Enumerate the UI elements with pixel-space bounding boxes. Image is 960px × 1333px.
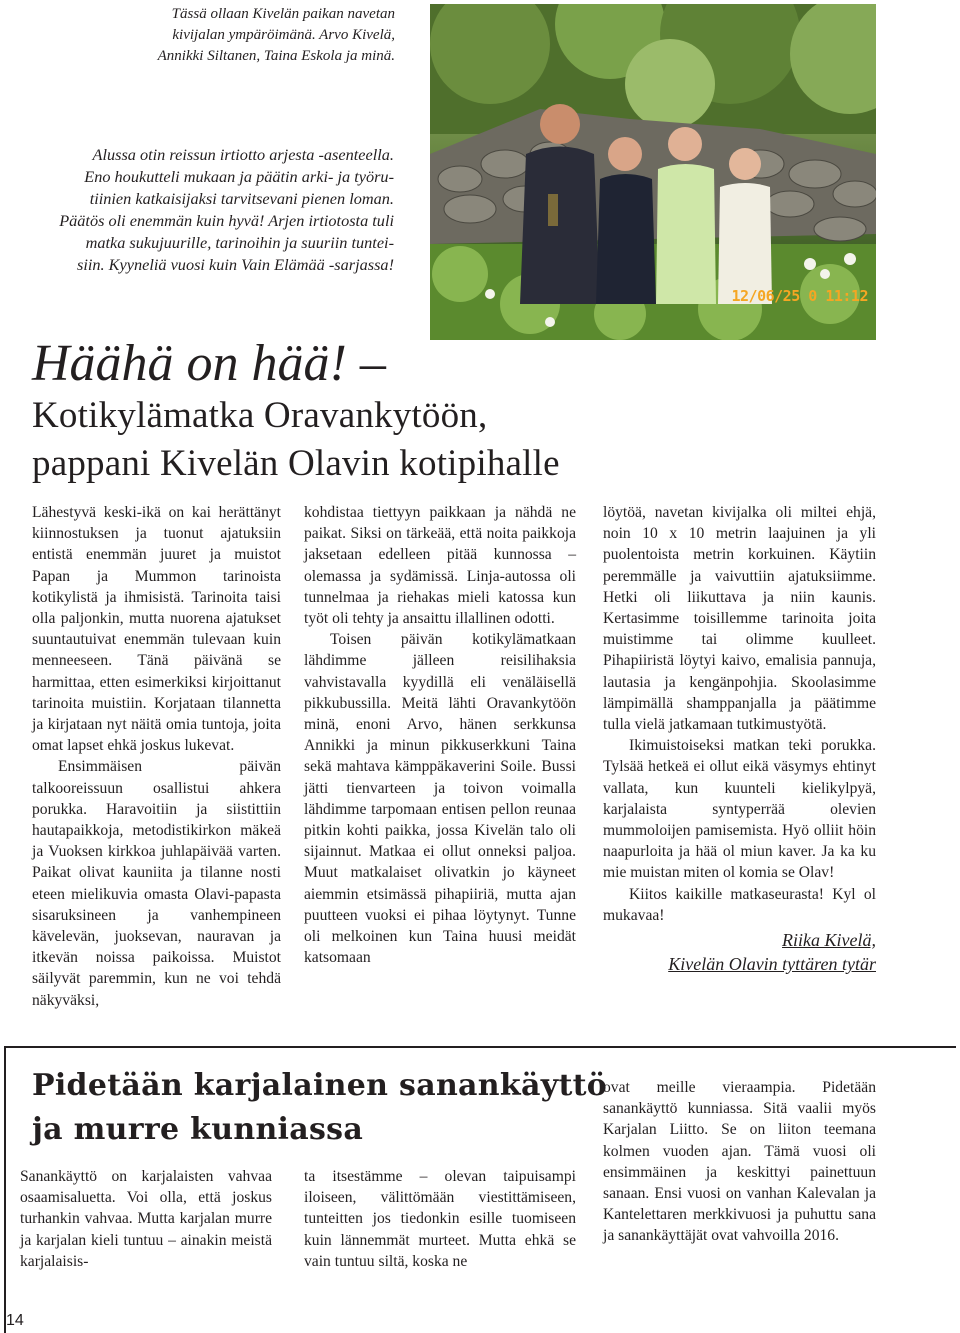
signature-line: Riika Kivelä, [782,930,876,951]
page-number: 14 [6,1312,24,1329]
box-column-3 [603,1077,876,1247]
paragraph: kohdistaa tiettyyn paikkaan ja nähdä ne paikat. Siksi on tärkeää, että noita paikkoja jaksetaan edelleen pitää kunnossa – olemassa ja sydämissä. Linja-autossa oli tunnelmaa ja riehakas mieli katossa kun työt oli tehty ja ansaittu illallinen odotti. [304,504,576,628]
paragraph: ta itsestämme – olevan taipuisampi iloiseen, välittömään viestittämiseen, tunteitten jos tiedonkin esille tuomiseen kuin lännemmät murteet. Mutta ehkä se vain tuntuu siltä, koska ne [304,1168,576,1270]
paragraph: Sanankäyttö on karjalaisten vahvaa osaamisaluetta. Voi olla, että joskus turhankin vahvaa. Mutta karjalan murre ja karjalan kieli tuntuu – ainakin meistä karjalaisis- [20,1168,272,1270]
photo-caption-line: Annikki Siltanen, Taina Eskola ja minä. [157,48,395,64]
article-column-1 [32,502,281,1011]
article-column-2 [304,502,576,968]
paragraph: löytöä, navetan kivijalka oli miltei ehjä, noin 10 x 10 metrin laajuinen ja yli puolentoista metrin korkuinen. Käytiin peremmälle ja vaivuttiin ajatuksiimme. Hetki oli liikuttava ja niin kaunis. Kertasimme toisillemme tarinoita joita muistimme tai olimme kuulleet. Pihapiiristä löytyi kaivo, emalisia pannuja, lautasia ja kengänpohjia. Skoolasimme lämpimällä shamppanjalla ja päätimme tulla vielä jatkamaan tutkimustyötä. [603,504,876,734]
article-title: Häähä on hää! – [32,335,386,392]
photo-caption [20,4,395,67]
article-subtitle-line: pappani Kivelän Olavin kotipihalle [32,443,560,484]
paragraph: Ensimmäisen päivän talkooreissuun osallistui ahkera porukka. Haravoitiin ja siistittiin hautapaikkoja, metodistikirkon mäkeä ja Vuoksen kirkkoa juhlapäivää varten. Paikat olivat kauniita ja tilanne nosti eteen mielikuvia omasta Olavi-papasta sisaruksineen ja vanhempineen kävelevän, juoksevan, nauravan ja itkevän noissa paikoissa. Muistot säilyvät paremmin, kun ne voi tehdä näkyväksi, [32,758,281,1009]
paragraph: ovat meille vieraampia. Pidetään sanankäyttö kunniassa. Sitä vaalii myös Karjalan Liitto. Se on liiton teemana kolmen vuoden ajan. Tämä vuosi oli ensimmäinen ja keskittyi painettuun sanaan. Ensi vuosi on vanhan Kalevalan ja Kantelettaren merkkivuosi ja puhuttu sana ja sanankäyttäjät ovat vahvoilla 2016. [603,1079,876,1245]
box-column-2 [304,1166,576,1272]
author-signature [603,928,876,976]
box-title [32,1064,607,1152]
paragraph: Toisen päivän kotikylämatkaan lähdimme jälleen reisilihaksia vahvistavalla kyydillä eli venäläisellä pikkubussilla. Meitä lähti Oravankytöön minä, enoni Arvo, hänen serkkunsa Annikki ja minun pikkuserkkuni Taina sekä mahtava kämppäkaverini Soile. Bussi jätti tienvarteen ja toivon voimalla lähdimme tarpomaan entisen pellon reunaa pitkin kohti paikka, jossa Kivelän talo oli sijainnut. Matkaa ei ollut onneksi paljoa. Muut matkalaiset olivatkin jo käyneet aiemmin etsimässä pihapiiriä, mutta ajan puutteen vuoksi ei pihaa löytynyt. Tunne oli melkoinen kun Taina huusi meidät katsomaan [304,631,576,967]
intro-line: Päätös oli enemmän kuin hyvä! Arjen irtiotosta tuli [59,211,394,230]
photo-caption-line: kivijalan ympäröimänä. Arvo Kivelä, [172,27,395,43]
article-column-3 [603,502,876,976]
box-column-1 [20,1166,272,1272]
intro-line: Eno houkutteli mukaan ja päätin arki- ja työru- [84,167,394,186]
group-photo [430,4,876,340]
box-title-line: Pidetään karjalainen sanankäyttö [32,1068,608,1103]
signature-line: Kivelän Olavin tyttären tytär [668,954,876,975]
intro-line: tiinien katkaisijaksi tarvitsevani pienen loman. [89,189,394,208]
photo-caption-line: Tässä ollaan Kivelän paikan navetan [171,6,395,22]
intro-line: matka sukujuurille, tarinoihin ja suuriin tuntei- [85,233,394,252]
paragraph: Lähestyvä keski-ikä on kai herättänyt kiinnostuksen ja tuonut ajatuksiin entistä enemmän juuret ja muistot Papan ja Mummon tarinoista kotikylistä ja ihmisistä. Tarinoita taisi olla paljonkin, mutta nuorena ajatukset suuntautuivat enemmän tulevaan kuin menneeseen. Tänä päivänä se harmittaa, etten esimerkiksi kirjoittanut tarinoita muistiin. Korjataan tilannetta ja kirjataan nyt näitä omia tuntoja, joita omat lapset ehkä joskus lukevat. [32,504,281,755]
paragraph: Kiitos kaikille matkaseurasta! Kyl ol mukavaa! [603,885,876,924]
intro-line: siin. Kyyneliä vuosi kuin Vain Elämää -sarjassa! [76,255,394,274]
paragraph: Ikimuistoiseksi matkan teki porukka. Tylsää hetkeä ei ollut eikä väsymys ehtinyt vallata, kun kuunteli kielikylpyä, karjalaista syntyperrää olevien mummoloijen pamisemista. Hyö olliit höin naapurloita ja hää ol miun kaver. Ja ka ku mie muistan miten ol komia se Olav! [603,737,876,882]
intro-line: Alussa otin reissun irtiotto arjesta -asenteella. [92,145,394,164]
box-title-line: ja murre kunniassa [32,1112,364,1147]
date-stamp: 12/06/25 0 11:12 [731,287,868,305]
intro-text [20,144,394,276]
article-subtitle-line: Kotikylämatka Oravankytöön, [32,395,488,436]
article-headline [32,336,560,488]
